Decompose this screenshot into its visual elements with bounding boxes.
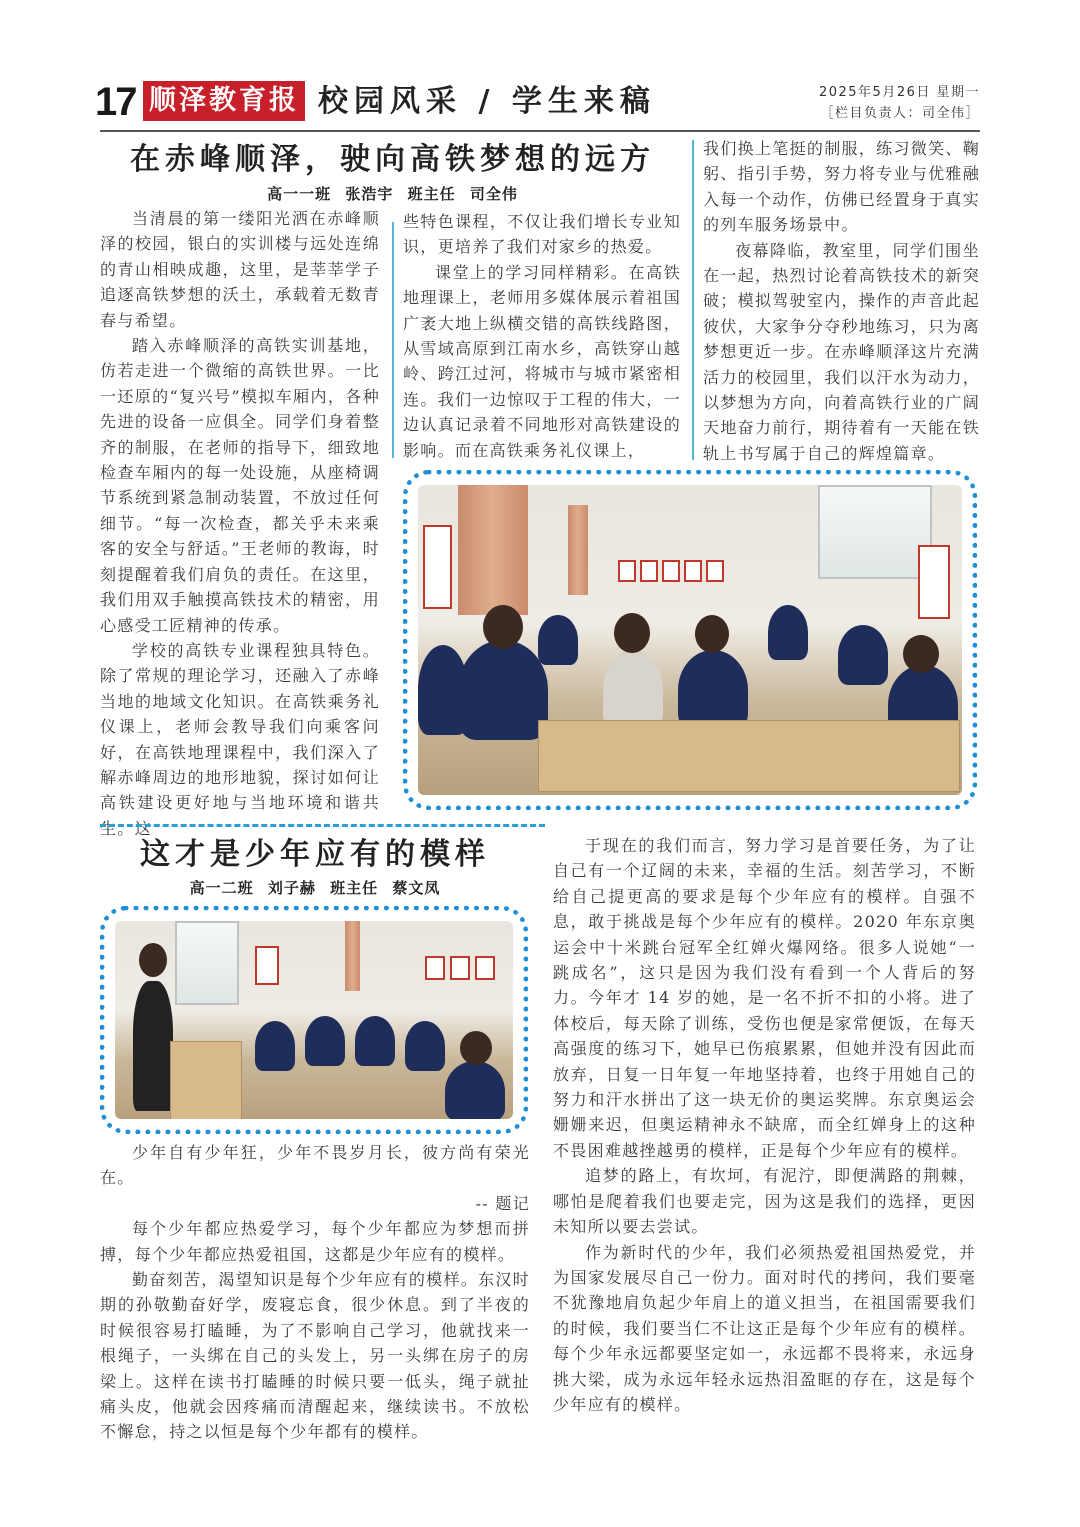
article-separator: [100, 824, 545, 827]
article2-left-column: [100, 1140, 530, 1445]
article1-photo-frame: [403, 470, 977, 810]
paragraph: 学校的高铁专业课程独具特色。除了常规的理论学习，还融入了赤峰当地的地域文化知识。在高铁乘务礼仪课上，老师会教导我们向乘客问好，在高铁地理课程中，我们深入了解赤峰周边的地形地貌，探讨如何让高铁建设更好地与当地环境和谐共生。这: [100, 640, 380, 838]
page-number: 17: [95, 80, 136, 124]
article2-right-column: [553, 833, 976, 1417]
paragraph: 当清晨的第一缕阳光洒在赤峰顺泽的校园，银白的实训楼与远处连绵的青山相映成趣，这里，是莘莘学子追逐高铁梦想的沃土，承载着无数青春与希望。: [100, 209, 380, 330]
newspaper-logo: 顺泽教育报: [143, 81, 305, 121]
paragraph: 我们换上笔挺的制服，练习微笑、鞠躬、指引手势，努力将专业与优雅融入每一个动作，仿佛已经置身于真实的列车服务场景中。: [703, 139, 980, 235]
column-editor: ［栏目负责人：司全伟］: [820, 106, 980, 121]
paragraph: 踏入赤峰顺泽的高铁实训基地，仿若走进一个微缩的高铁世界。一比一还原的“复兴号”模拟车厢内，各种先进的设备一应俱全。同学们身着整齐的制服，在老师的指导下，细致地检查车厢内的每一处设施，从座椅调节系统到紧急制动装置，不放过任何细节。“每一次检查，都关乎未来乘客的安全与舒适。”王老师的教诲，时刻提醒着我们肩负的责任。在这里，我们用双手触摸高铁技术的精密，用心感受工匠精神的传承。: [100, 336, 380, 635]
paragraph: 追梦的路上，有坎坷，有泥泞，即便满路的荆棘，哪怕是爬着我们也要走完，因为这是我们的选择，更因未知所以要去尝试。: [553, 1166, 976, 1237]
paragraph: 于现在的我们而言，努力学习是首要任务，为了让自己有一个辽阔的未来，幸福的生活。刻苦学习，不断给自己提更高的要求是每个少年应有的模样。自强不息，敢于挑战是每个少年应有的模样。2020 年东京奥运会中十米跳台冠军全红婵火爆网络。很多人说她“一跳成名”，这只是因为我们没有看到一个人背后的努力。今年才 14 岁的她，是一名不折不扣的小将。进了体校后，每天除了训练，受伤也便是家常便饭，在每天高强度的练习下，她早已伤痕累累，但她并没有因此而放弃，日复一日年复一年地坚持着，也终于用她自己的努力和汗水拼出了这一块无价的奥运奖牌。东京奥运会姗姗来迟，但奥运精神永不缺席，而全红婵身上的这种不畏困难越挫越勇的模样，正是每个少年应有的模样。: [553, 836, 976, 1160]
paragraph: 些特色课程，不仅让我们增长专业知识，更培养了我们对家乡的热爱。: [403, 212, 681, 257]
paragraph: 勤奋刻苦，渴望知识是每个少年应有的模样。东汉时期的孙敬勤奋好学，废寝忘食，很少休息。到了半夜的时候很容易打瞌睡，为了不影响自己学习，他就找来一根绳子，一头绑在自己的头发上，另一头绑在房子的房梁上。这样在读书打瞌睡的时候只要一低头，绳子就扯痛头皮，他就会因疼痛而清醒起来，继续读书。不放松不懈怠，持之以恒是每个少年都有的模样。: [100, 1270, 530, 1442]
article2-photo-frame: [100, 906, 528, 1134]
epigraph: 少年自有少年狂，少年不畏岁月长，彼方尚有荣光在。: [100, 1143, 530, 1188]
paragraph: 每个少年都应热爱学习，每个少年都应为梦想而拼搏，每个少年都应热爱祖国，这都是少年应有的模样。: [100, 1219, 530, 1264]
column-divider: [692, 140, 694, 460]
article2-byline: 高一二班 刘子赫 班主任 蔡文凤: [189, 879, 441, 897]
header-divider: [100, 130, 980, 132]
section-title: 校园风采 / 学生来稿: [318, 84, 656, 119]
paragraph: 夜幕降临，教室里，同学们围坐在一起，热烈讨论着高铁技术的新突破；模拟驾驶室内，操作的声音此起彼伏，大家争分夺秒地练习，只为离梦想更近一步。在赤峰顺泽这片充满活力的校园里，我们以汗水为动力，以梦想为方向，向着高铁行业的广阔天地奋力前行，期待着有一天能在铁轨上书写属于自己的辉煌篇章。: [703, 240, 980, 463]
article2-title: 这才是少年应有的模样: [140, 837, 490, 872]
article1-column-3: [703, 136, 980, 466]
epigraph-attribution: -- 题记: [475, 1193, 530, 1213]
classroom-photo: [115, 921, 513, 1119]
classroom-photo: [418, 485, 962, 795]
paragraph: 课堂上的学习同样精彩。在高铁地理课上，老师用多媒体展示着祖国广袤大地上纵横交错的高铁线路图，从雪域高原到江南水乡，高铁穿山越岭、跨江过河，将城市与城市紧密相连。我们一边惊叹于工程的伟大，一边认真记录着不同地形对高铁建设的影响。而在高铁乘务礼仪课上，: [403, 262, 681, 460]
issue-date: 2025年5月26日 星期一: [818, 85, 980, 100]
article1-column-2: [403, 209, 681, 463]
article1-title: 在赤峰顺泽，驶向高铁梦想的远方: [130, 142, 655, 177]
issue-info: [819, 82, 980, 124]
article1-column-1: [100, 206, 380, 841]
paragraph: 作为新时代的少年，我们必须热爱祖国热爱党，并为国家发展尽自己一份力。面对时代的拷问，我们要毫不犹豫地肩负起少年肩上的道义担当，在祖国需要我们的时候，我们要当仁不让这正是每个少年应有的模样。每个少年永远都要坚定如一，永远都不畏将来，永远身挑大梁，成为永远年轻永远热泪盈眶的存在，这是每个少年应有的模样。: [553, 1242, 976, 1414]
article1-byline: 高一一班 张浩宇 班主任 司全伟: [267, 185, 518, 203]
column-divider: [392, 222, 394, 458]
